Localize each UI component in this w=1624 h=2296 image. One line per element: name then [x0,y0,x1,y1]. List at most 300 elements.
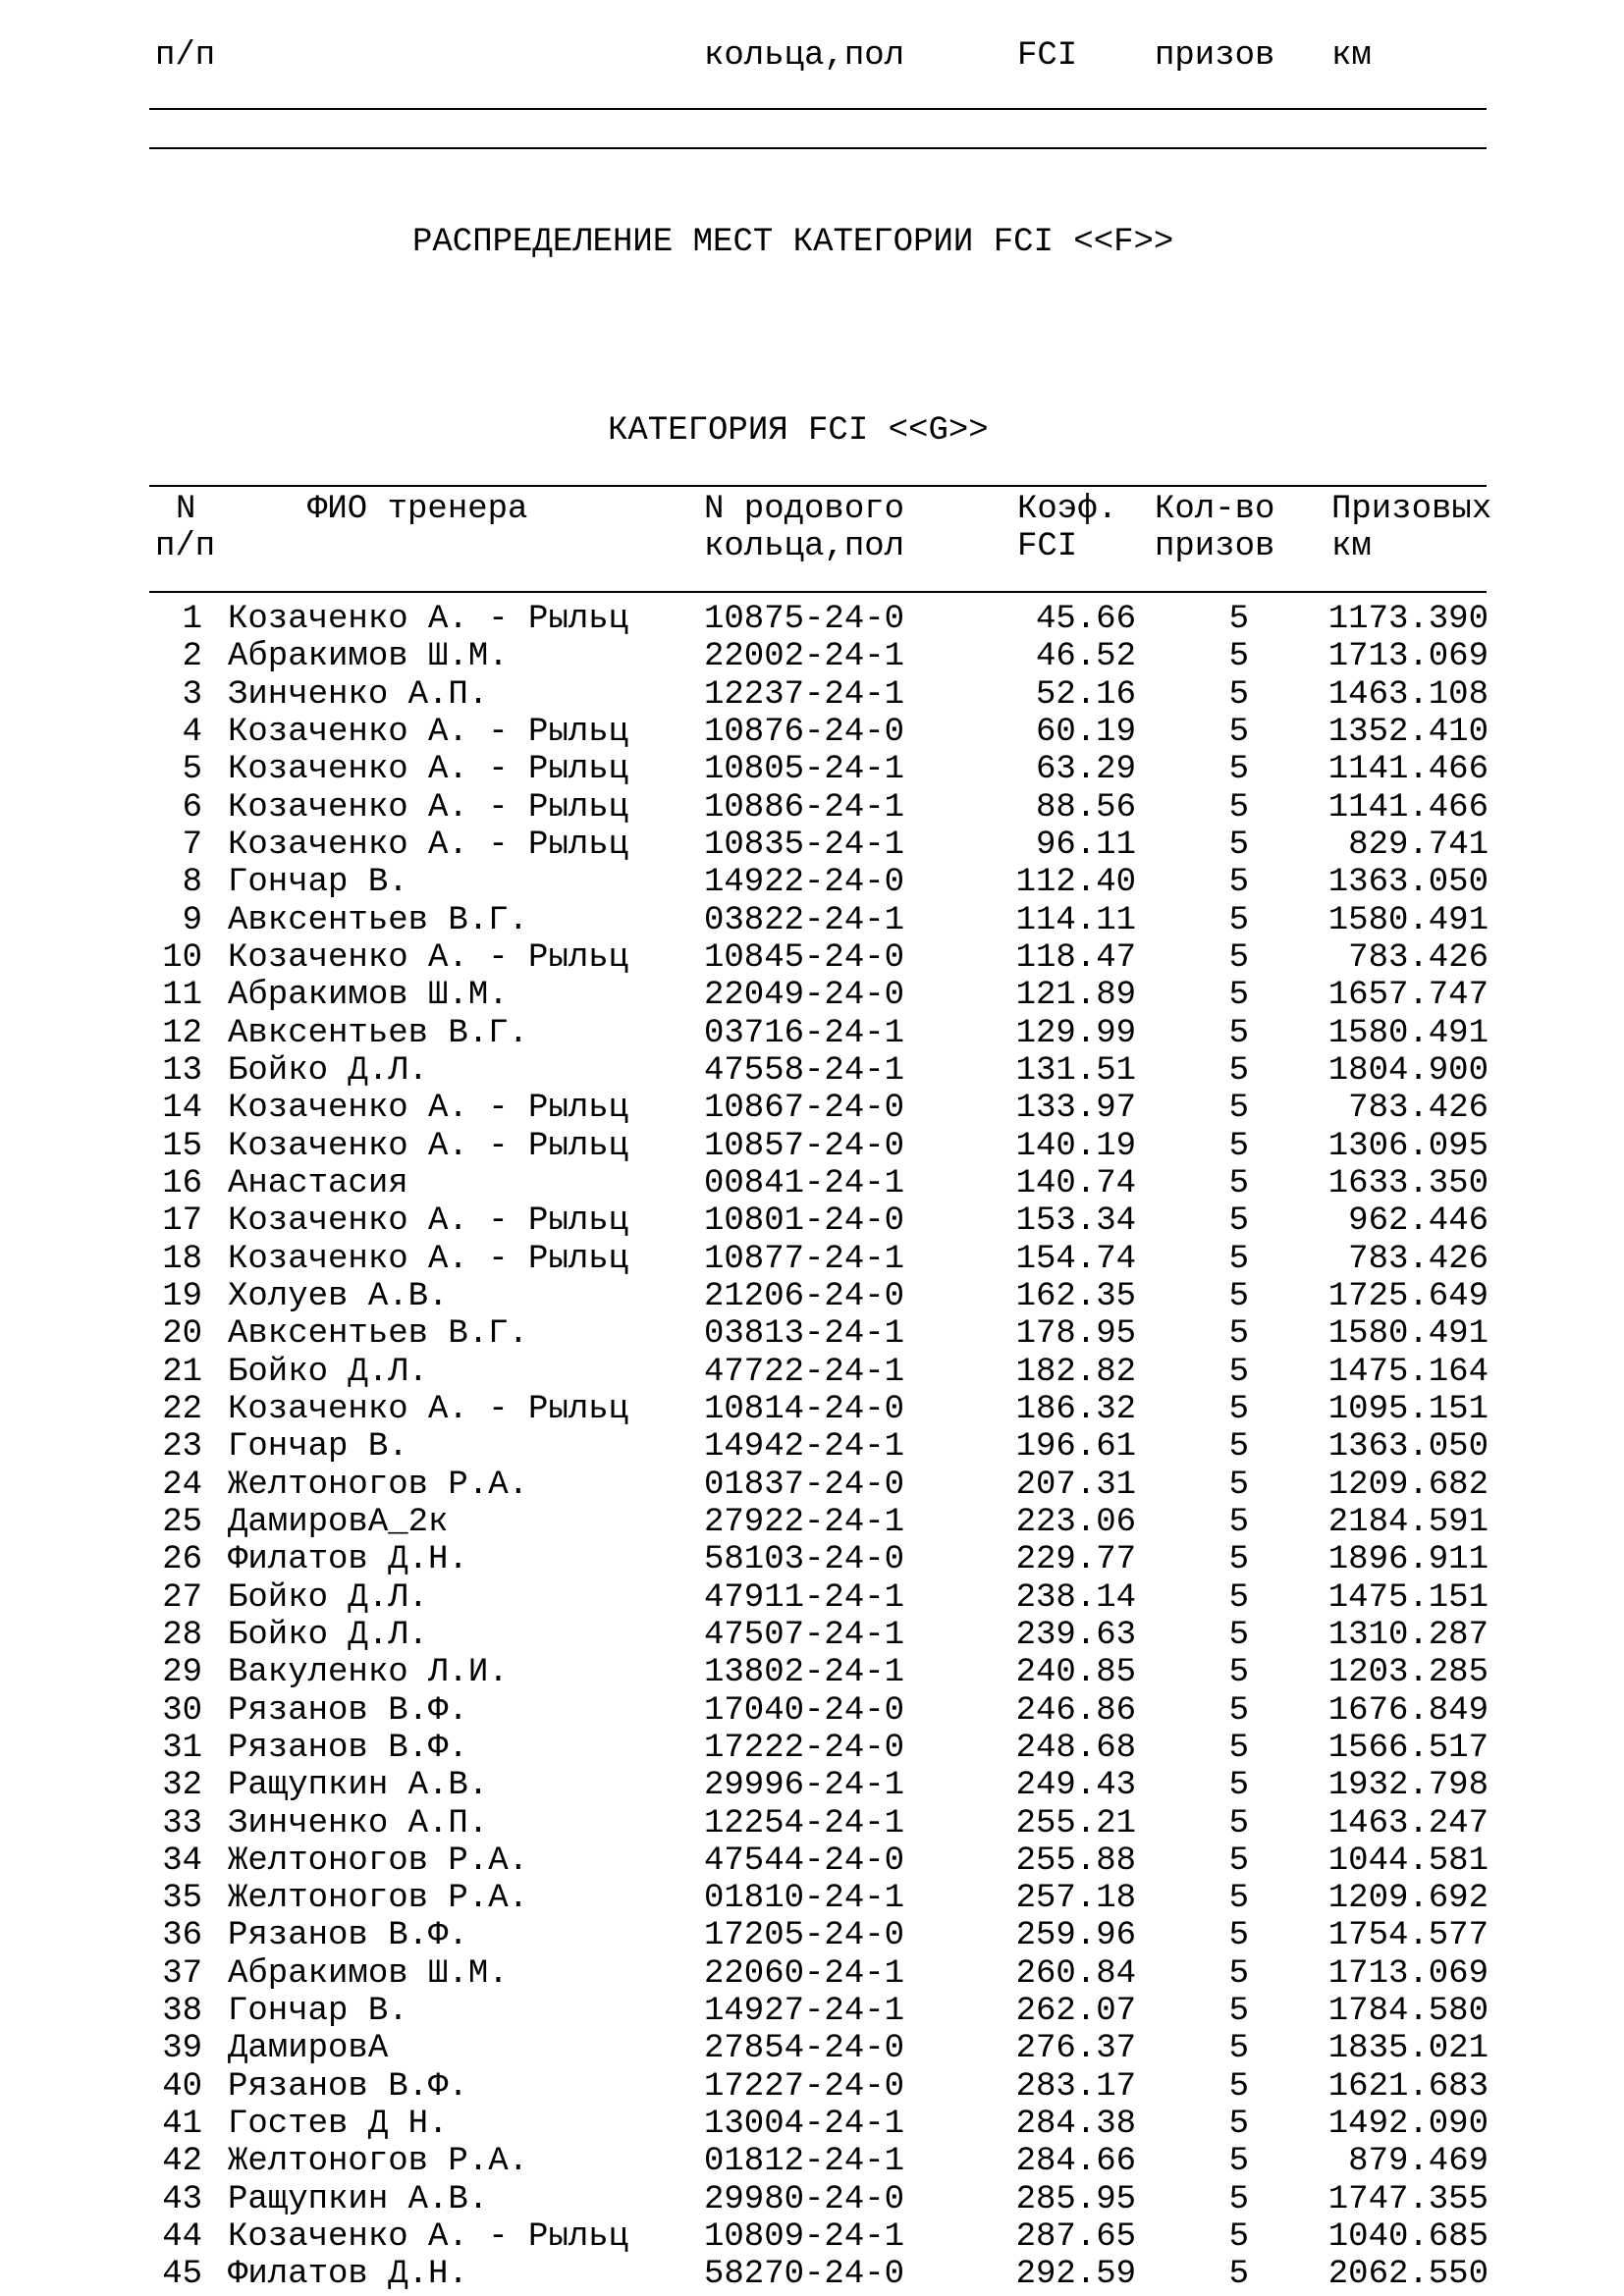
row-ring-number: 10845-24-0 [704,938,905,977]
table-row [0,2218,1624,2256]
row-trainer-name: Бойко Д.Л. [228,1616,429,1654]
row-num: 15 [162,1127,202,1165]
horizontal-rule [149,147,1487,149]
row-trainer-name: Гостев Д Н. [228,2106,449,2144]
row-num: 44 [162,2218,202,2257]
row-num: 40 [162,2067,202,2106]
row-fci-coef: 131.51 [1015,1051,1136,1090]
row-prize-km: 1621.683 [1327,2067,1489,2106]
row-prize-count: 5 [1228,2180,1249,2218]
row-fci-coef: 140.19 [1015,1127,1136,1165]
row-fci-coef: 207.31 [1015,1466,1136,1504]
row-num: 6 [182,788,202,827]
row-num: 3 [182,675,202,714]
row-ring-number: 17040-24-0 [704,1691,905,1730]
row-ring-number: 29996-24-1 [704,1767,905,1805]
row-prize-km: 1306.095 [1327,1127,1489,1165]
row-num: 34 [162,1842,202,1880]
row-fci-coef: 182.82 [1015,1353,1136,1391]
table-row [0,1692,1624,1730]
row-fci-coef: 52.16 [1035,675,1136,714]
row-prize-km: 1141.466 [1327,788,1489,827]
row-ring-number: 14927-24-1 [704,1993,905,2031]
row-ring-number: 17205-24-0 [704,1917,905,1955]
row-prize-km: 962.446 [1348,1202,1489,1241]
col-header-prizes-2: призов [1155,528,1275,565]
row-prize-km: 783.426 [1348,938,1489,977]
row-prize-km: 1633.350 [1327,1164,1489,1202]
row-trainer-name: Абракимов Ш.М. [228,1954,509,1993]
row-num: 39 [162,2030,202,2068]
row-trainer-name: Бойко Д.Л. [228,1578,429,1617]
row-ring-number: 47911-24-1 [704,1578,905,1617]
row-prize-count: 5 [1228,1729,1249,1767]
row-prize-km: 1835.021 [1327,2030,1489,2068]
row-fci-coef: 262.07 [1015,1993,1136,2031]
row-prize-km: 1352.410 [1327,713,1489,751]
row-ring-number: 47544-24-0 [704,1842,905,1880]
row-fci-coef: 114.11 [1015,901,1136,939]
row-prize-count: 5 [1228,1767,1249,1805]
row-prize-km: 1463.108 [1327,675,1489,714]
row-prize-count: 5 [1228,1503,1249,1541]
table-row [0,1917,1624,1954]
row-fci-coef: 223.06 [1015,1503,1136,1541]
row-trainer-name: Филатов Д.Н. [228,1541,468,1579]
row-prize-count: 5 [1228,1164,1249,1202]
row-prize-count: 5 [1228,1277,1249,1315]
table-row [0,1391,1624,1428]
row-prize-count: 5 [1228,1993,1249,2031]
row-ring-number: 13004-24-1 [704,2106,905,2144]
row-prize-km: 879.469 [1348,2143,1489,2181]
row-ring-number: 10886-24-1 [704,788,905,827]
row-num: 4 [182,713,202,751]
row-num: 9 [182,901,202,939]
row-trainer-name: Ращупкин А.В. [228,2180,489,2218]
row-prize-km: 1580.491 [1327,901,1489,939]
row-trainer-name: Гончар В. [228,1428,408,1467]
row-ring-number: 10801-24-0 [704,1202,905,1241]
row-ring-number: 10835-24-1 [704,826,905,864]
table-row [0,977,1624,1014]
row-trainer-name: Козаченко А. - Рыльц [228,713,629,751]
row-fci-coef: 178.95 [1015,1315,1136,1354]
row-prize-km: 1141.466 [1327,751,1489,789]
table-row [0,789,1624,827]
horizontal-rule [149,485,1487,487]
table-row [0,676,1624,714]
row-fci-coef: 60.19 [1035,713,1136,751]
carryover-header-prizes: призов [1155,37,1275,75]
table-row [0,714,1624,751]
row-ring-number: 00841-24-1 [704,1164,905,1202]
row-prize-km: 2062.550 [1327,2256,1489,2294]
row-ring-number: 47507-24-1 [704,1616,905,1654]
table-row [0,1278,1624,1315]
row-num: 1 [182,601,202,638]
row-trainer-name: Козаченко А. - Рыльц [228,826,629,864]
row-trainer-name: Авксентьев В.Г. [228,1014,529,1052]
row-num: 26 [162,1541,202,1579]
table-row [0,1842,1624,1880]
table-row [0,2106,1624,2143]
table-row [0,827,1624,864]
table-row [0,751,1624,788]
row-ring-number: 22049-24-0 [704,977,905,1015]
row-prize-count: 5 [1228,1541,1249,1579]
row-prize-km: 783.426 [1348,1090,1489,1128]
table-row [0,1880,1624,1917]
row-trainer-name: Козаченко А. - Рыльц [228,2218,629,2257]
col-header-num-2: п/п [155,528,216,565]
row-prize-km: 1804.900 [1327,1051,1489,1090]
row-ring-number: 10809-24-1 [704,2218,905,2257]
row-trainer-name: Козаченко А. - Рыльц [228,1240,629,1278]
row-fci-coef: 63.29 [1035,751,1136,789]
table-row [0,939,1624,977]
table-row [0,1354,1624,1391]
row-trainer-name: Козаченко А. - Рыльц [228,938,629,977]
horizontal-rule [149,591,1487,593]
table-row [0,1579,1624,1617]
table-row [0,1730,1624,1767]
row-prize-count: 5 [1228,1616,1249,1654]
row-prize-km: 1725.649 [1327,1277,1489,1315]
row-prize-count: 5 [1228,601,1249,638]
col-header-km-1: Призовых [1331,491,1492,528]
carryover-header-ring: кольца,пол [704,37,905,75]
row-ring-number: 22002-24-1 [704,638,905,676]
row-prize-count: 5 [1228,2106,1249,2144]
row-prize-km: 1363.050 [1327,1428,1489,1467]
row-num: 10 [162,938,202,977]
row-fci-coef: 259.96 [1015,1917,1136,1955]
row-prize-count: 5 [1228,864,1249,902]
row-ring-number: 17222-24-0 [704,1729,905,1767]
row-num: 5 [182,751,202,789]
row-trainer-name: Козаченко А. - Рыльц [228,1127,629,1165]
row-ring-number: 27854-24-0 [704,2030,905,2068]
row-fci-coef: 287.65 [1015,2218,1136,2257]
row-fci-coef: 196.61 [1015,1428,1136,1467]
row-ring-number: 47558-24-1 [704,1051,905,1090]
row-trainer-name: Зинченко А.П. [228,675,489,714]
row-prize-count: 5 [1228,1917,1249,1955]
table-row [0,2256,1624,2293]
row-trainer-name: Рязанов В.Ф. [228,2067,468,2106]
row-ring-number: 27922-24-1 [704,1503,905,1541]
row-prize-km: 1463.247 [1327,1804,1489,1842]
row-trainer-name: Зинченко А.П. [228,1804,489,1842]
row-fci-coef: 229.77 [1015,1541,1136,1579]
table-row [0,2181,1624,2218]
row-trainer-name: Гончар В. [228,864,408,902]
row-fci-coef: 121.89 [1015,977,1136,1015]
row-trainer-name: Козаченко А. - Рыльц [228,601,629,638]
row-ring-number: 03822-24-1 [704,901,905,939]
row-num: 28 [162,1616,202,1654]
row-trainer-name: Абракимов Ш.М. [228,638,509,676]
row-trainer-name: Авксентьев В.Г. [228,1315,529,1354]
row-trainer-name: Анастасия [228,1164,408,1202]
row-prize-count: 5 [1228,1240,1249,1278]
table-row [0,2143,1624,2180]
row-fci-coef: 276.37 [1015,2030,1136,2068]
row-prize-km: 1209.692 [1327,1880,1489,1918]
row-prize-km: 1566.517 [1327,1729,1489,1767]
table-row [0,1541,1624,1578]
col-header-km-2: км [1331,528,1372,565]
row-ring-number: 17227-24-0 [704,2067,905,2106]
row-trainer-name: ДамировА [228,2030,389,2068]
col-header-prizes-1: Кол-во [1155,491,1275,528]
col-header-ring-2: кольца,пол [704,528,905,565]
row-prize-km: 1580.491 [1327,1315,1489,1354]
row-ring-number: 22060-24-1 [704,1954,905,1993]
results-table-body [0,601,1624,2294]
table-row [0,1128,1624,1165]
table-row [0,1617,1624,1654]
table-row [0,1165,1624,1202]
row-prize-km: 2184.591 [1327,1503,1489,1541]
col-header-name: ФИО тренера [307,491,528,528]
row-ring-number: 12254-24-1 [704,1804,905,1842]
row-prize-km: 1209.682 [1327,1466,1489,1504]
row-fci-coef: 284.66 [1015,2143,1136,2181]
row-prize-count: 5 [1228,1014,1249,1052]
row-prize-count: 5 [1228,938,1249,977]
carryover-header-fci: FCI [1017,37,1078,75]
horizontal-rule [149,108,1487,110]
row-num: 22 [162,1390,202,1428]
row-num: 31 [162,1729,202,1767]
row-ring-number: 47722-24-1 [704,1353,905,1391]
row-prize-km: 1203.285 [1327,1654,1489,1692]
row-num: 20 [162,1315,202,1354]
row-trainer-name: Козаченко А. - Рыльц [228,1390,629,1428]
row-prize-km: 1580.491 [1327,1014,1489,1052]
section-title: КАТЕГОРИЯ FCI <<G>> [608,412,989,450]
row-ring-number: 21206-24-0 [704,1277,905,1315]
row-prize-count: 5 [1228,901,1249,939]
row-fci-coef: 154.74 [1015,1240,1136,1278]
row-trainer-name: Бойко Д.Л. [228,1353,429,1391]
row-num: 7 [182,826,202,864]
row-prize-km: 1475.164 [1327,1353,1489,1391]
row-prize-count: 5 [1228,751,1249,789]
row-prize-km: 829.741 [1348,826,1489,864]
row-fci-coef: 45.66 [1035,601,1136,638]
row-ring-number: 10877-24-1 [704,1240,905,1278]
carryover-header-num: п/п [155,37,216,75]
row-prize-count: 5 [1228,1691,1249,1730]
table-row [0,1015,1624,1052]
row-num: 35 [162,1880,202,1918]
row-num: 36 [162,1917,202,1955]
row-num: 38 [162,1993,202,2031]
row-num: 13 [162,1051,202,1090]
row-num: 43 [162,2180,202,2218]
row-ring-number: 10867-24-0 [704,1090,905,1128]
row-fci-coef: 260.84 [1015,1954,1136,1993]
row-prize-count: 5 [1228,1051,1249,1090]
row-ring-number: 10814-24-0 [704,1390,905,1428]
row-fci-coef: 238.14 [1015,1578,1136,1617]
row-ring-number: 58103-24-0 [704,1541,905,1579]
row-trainer-name: Абракимов Ш.М. [228,977,509,1015]
row-fci-coef: 249.43 [1015,1767,1136,1805]
row-fci-coef: 257.18 [1015,1880,1136,1918]
row-fci-coef: 283.17 [1015,2067,1136,2106]
table-row [0,1315,1624,1353]
row-fci-coef: 186.32 [1015,1390,1136,1428]
row-num: 23 [162,1428,202,1467]
row-trainer-name: Козаченко А. - Рыльц [228,788,629,827]
table-row [0,1052,1624,1090]
row-ring-number: 12237-24-1 [704,675,905,714]
row-fci-coef: 96.11 [1035,826,1136,864]
carryover-header-km: км [1331,37,1372,75]
row-prize-km: 1676.849 [1327,1691,1489,1730]
row-num: 17 [162,1202,202,1241]
row-ring-number: 29980-24-0 [704,2180,905,2218]
row-trainer-name: Гончар В. [228,1993,408,2031]
row-num: 11 [162,977,202,1015]
row-prize-count: 5 [1228,788,1249,827]
row-prize-count: 5 [1228,1202,1249,1241]
row-ring-number: 01837-24-0 [704,1466,905,1504]
row-prize-count: 5 [1228,638,1249,676]
row-num: 37 [162,1954,202,1993]
row-num: 2 [182,638,202,676]
row-prize-count: 5 [1228,1804,1249,1842]
table-row [0,1428,1624,1466]
row-fci-coef: 88.56 [1035,788,1136,827]
row-prize-km: 1713.069 [1327,638,1489,676]
row-prize-count: 5 [1228,977,1249,1015]
row-num: 29 [162,1654,202,1692]
row-trainer-name: Желтоногов Р.А. [228,1880,529,1918]
row-trainer-name: ДамировА_2к [228,1503,449,1541]
row-fci-coef: 133.97 [1015,1090,1136,1128]
row-prize-km: 1044.581 [1327,1842,1489,1880]
row-prize-count: 5 [1228,2256,1249,2294]
row-prize-km: 1747.355 [1327,2180,1489,2218]
row-fci-coef: 129.99 [1015,1014,1136,1052]
row-ring-number: 03813-24-1 [704,1315,905,1354]
row-fci-coef: 153.34 [1015,1202,1136,1241]
row-trainer-name: Ращупкин А.В. [228,1767,489,1805]
row-trainer-name: Желтоногов Р.А. [228,1842,529,1880]
row-ring-number: 03716-24-1 [704,1014,905,1052]
row-prize-count: 5 [1228,713,1249,751]
row-num: 21 [162,1353,202,1391]
row-num: 32 [162,1767,202,1805]
table-row [0,2068,1624,2106]
row-fci-coef: 284.38 [1015,2106,1136,2144]
row-ring-number: 14942-24-1 [704,1428,905,1467]
row-prize-km: 1363.050 [1327,864,1489,902]
table-row [0,864,1624,901]
table-row [0,1090,1624,1127]
row-prize-count: 5 [1228,2067,1249,2106]
row-prize-km: 1754.577 [1327,1917,1489,1955]
row-num: 19 [162,1277,202,1315]
row-fci-coef: 292.59 [1015,2256,1136,2294]
row-prize-count: 5 [1228,2030,1249,2068]
row-prize-count: 5 [1228,1390,1249,1428]
row-num: 42 [162,2143,202,2181]
row-trainer-name: Бойко Д.Л. [228,1051,429,1090]
row-ring-number: 01810-24-1 [704,1880,905,1918]
row-num: 33 [162,1804,202,1842]
row-prize-km: 1713.069 [1327,1954,1489,1993]
table-row [0,638,1624,675]
row-prize-km: 1173.390 [1327,601,1489,638]
row-prize-count: 5 [1228,1842,1249,1880]
row-num: 45 [162,2256,202,2294]
row-ring-number: 58270-24-0 [704,2256,905,2294]
row-trainer-name: Вакуленко Л.И. [228,1654,509,1692]
row-prize-count: 5 [1228,1353,1249,1391]
row-prize-count: 5 [1228,1578,1249,1617]
row-prize-count: 5 [1228,1466,1249,1504]
row-prize-count: 5 [1228,2143,1249,2181]
row-num: 18 [162,1240,202,1278]
table-row [0,1654,1624,1691]
table-row [0,1805,1624,1842]
row-trainer-name: Филатов Д.Н. [228,2256,468,2294]
row-trainer-name: Рязанов В.Ф. [228,1917,468,1955]
row-trainer-name: Козаченко А. - Рыльц [228,1202,629,1241]
row-trainer-name: Желтоногов Р.А. [228,2143,529,2181]
row-ring-number: 01812-24-1 [704,2143,905,2181]
row-prize-count: 5 [1228,826,1249,864]
row-ring-number: 10857-24-0 [704,1127,905,1165]
col-header-fci-2: FCI [1017,528,1078,565]
row-num: 24 [162,1466,202,1504]
row-num: 12 [162,1014,202,1052]
row-trainer-name: Козаченко А. - Рыльц [228,751,629,789]
row-prize-km: 1657.747 [1327,977,1489,1015]
row-prize-km: 1040.685 [1327,2218,1489,2257]
row-ring-number: 14922-24-0 [704,864,905,902]
table-row [0,1504,1624,1541]
row-trainer-name: Рязанов В.Ф. [228,1729,468,1767]
row-fci-coef: 285.95 [1015,2180,1136,2218]
row-trainer-name: Авксентьев В.Г. [228,901,529,939]
row-num: 8 [182,864,202,902]
row-fci-coef: 255.88 [1015,1842,1136,1880]
row-prize-km: 1492.090 [1327,2106,1489,2144]
table-row [0,601,1624,638]
row-trainer-name: Козаченко А. - Рыльц [228,1090,629,1128]
row-num: 27 [162,1578,202,1617]
col-header-ring-1: N родового [704,491,905,528]
row-fci-coef: 248.68 [1015,1729,1136,1767]
row-prize-km: 1932.798 [1327,1767,1489,1805]
row-fci-coef: 162.35 [1015,1277,1136,1315]
row-trainer-name: Желтоногов Р.А. [228,1466,529,1504]
row-fci-coef: 255.21 [1015,1804,1136,1842]
row-trainer-name: Холуев А.В. [228,1277,449,1315]
row-prize-count: 5 [1228,1127,1249,1165]
row-num: 14 [162,1090,202,1128]
row-ring-number: 10876-24-0 [704,713,905,751]
row-fci-coef: 140.74 [1015,1164,1136,1202]
row-prize-count: 5 [1228,1090,1249,1128]
